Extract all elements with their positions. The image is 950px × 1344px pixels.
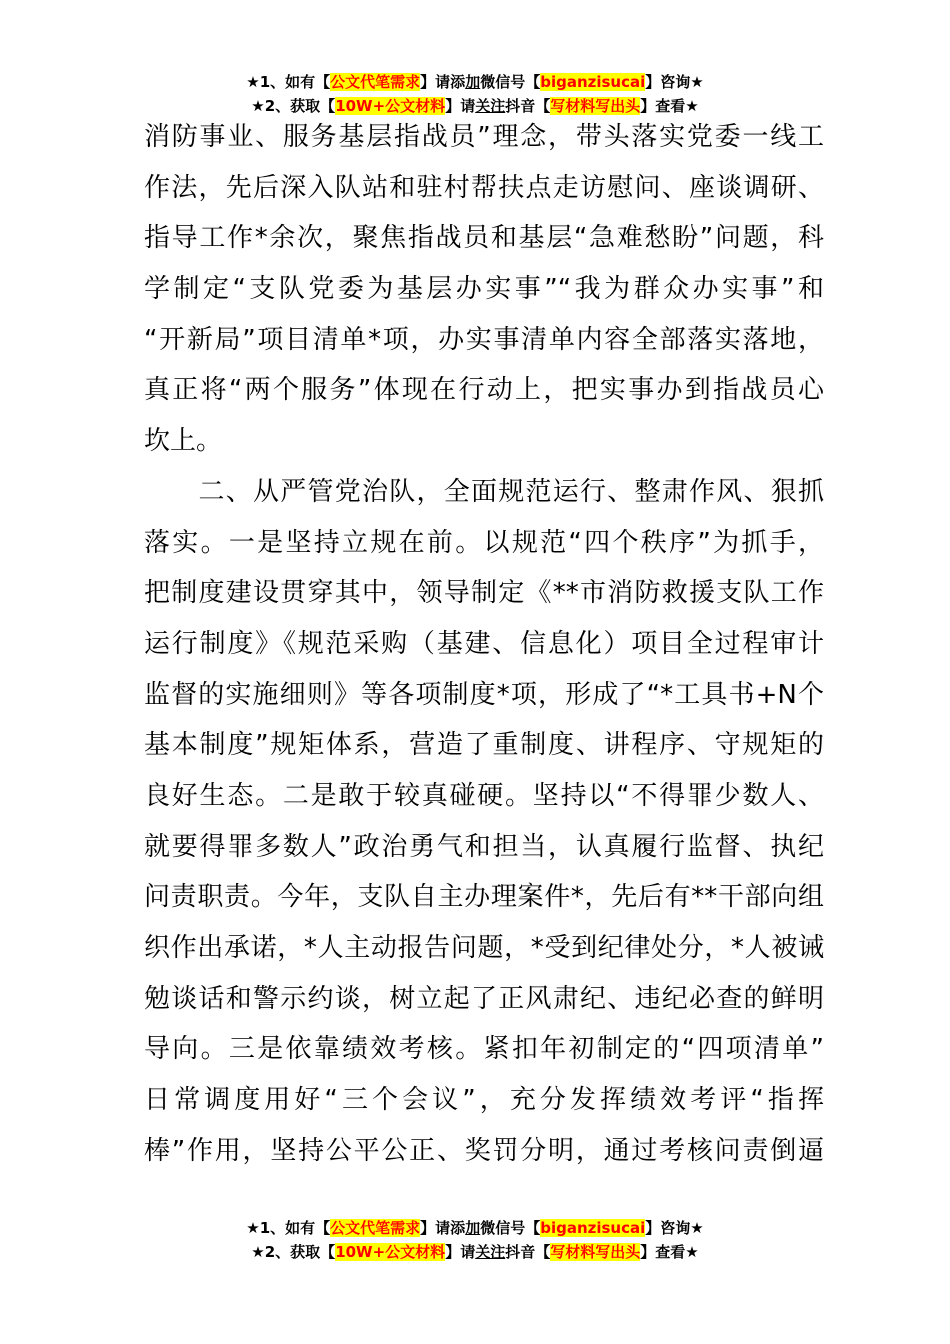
douyin-account-highlight: 写材料写出头 — [550, 97, 641, 115]
footer-line-2-part-4: 】查看★ — [640, 1243, 699, 1261]
body-line: “开新局”项目清单*项，办实事清单内容全部落实落地， — [144, 324, 824, 355]
body-line: 监督的实施细则》等各项制度*项，形成了“*工具书+N个 — [144, 679, 824, 710]
body-line: 把制度建设贯穿其中，领导制定《**市消防救援支队工作 — [144, 578, 824, 609]
body-line: 二、从严管党治队，全面规范运行、整肃作风、狠抓 — [144, 476, 824, 507]
add-underlined: 加 — [465, 73, 481, 91]
footer-line-2 — [0, 1240, 950, 1264]
header-line-1-part-3: 微信号【 — [480, 73, 541, 91]
wechat-id-highlight: biganzisucai — [540, 73, 646, 91]
footer-line-1-part-2: 】请添 — [420, 1219, 466, 1237]
body-line: 就要得罪多数人”政治勇气和担当，认真履行监督、执纪 — [144, 831, 824, 862]
body-line: 良好生态。二是敢于较真碰硬。坚持以“不得罪少数人、 — [144, 780, 824, 811]
service-highlight: 公文代笔需求 — [330, 73, 421, 91]
header-line-2-part-1: ★2、获取【 — [251, 97, 336, 115]
body-line: 问责职责。今年，支队自主办理案件*，先后有**干部向组 — [144, 882, 824, 913]
header-line-2-part-2: 】请 — [445, 97, 476, 115]
body-line: 消防事业、服务基层指战员”理念，带头落实党委一线工 — [144, 122, 824, 152]
footer-line-1-part-4: 】咨询★ — [645, 1219, 704, 1237]
footer-line-1-part-1: ★1、如有【 — [246, 1219, 331, 1237]
body-line: 基本制度”规矩体系，营造了重制度、讲程序、守规矩的 — [144, 730, 824, 761]
materials-highlight: 10W+公文材料 — [335, 1243, 446, 1261]
header-banner — [0, 70, 950, 118]
body-line: 棒”作用，坚持公平公正、奖罚分明，通过考核问责倒逼 — [144, 1135, 824, 1166]
service-highlight: 公文代笔需求 — [330, 1219, 421, 1237]
follow-underlined: 关注 — [475, 1243, 506, 1261]
follow-underlined: 关注 — [475, 97, 506, 115]
add-underlined: 加 — [465, 1219, 481, 1237]
body-line: 学制定“支队党委为基层办实事”“我为群众办实事”和 — [144, 274, 824, 305]
footer-banner — [0, 1216, 950, 1264]
wechat-id-highlight: biganzisucai — [540, 1219, 646, 1237]
footer-line-2-part-1: ★2、获取【 — [251, 1243, 336, 1261]
body-line: 真正将“两个服务”体现在行动上，把实事办到指战员心 — [144, 375, 824, 406]
body-line: 落实。一是坚持立规在前。以规范“四个秩序”为抓手， — [144, 527, 824, 558]
body-line: 织作出承诺，*人主动报告问题，*受到纪律处分，*人被诫 — [144, 933, 824, 963]
header-line-1-part-2: 】请添 — [420, 73, 466, 91]
header-line-2-part-3: 抖音【 — [505, 97, 551, 115]
body-line: 坎上。 — [144, 426, 223, 457]
header-line-2-part-4: 】查看★ — [640, 97, 699, 115]
materials-highlight: 10W+公文材料 — [335, 97, 446, 115]
document-body — [144, 112, 824, 1176]
footer-line-1-part-3: 微信号【 — [480, 1219, 541, 1237]
body-line: 日常调度用好“三个会议”，充分发挥绩效考评“指挥 — [144, 1085, 824, 1116]
header-line-1-part-1: ★1、如有【 — [246, 73, 331, 91]
header-line-1 — [0, 70, 950, 94]
body-line: 运行制度》《规范采购（基建、信息化）项目全过程审计 — [144, 628, 824, 659]
footer-line-2-part-2: 】请 — [445, 1243, 476, 1261]
body-line: 作法，先后深入队站和驻村帮扶点走访慰问、座谈调研、 — [144, 172, 824, 203]
body-line: 勉谈话和警示约谈，树立起了正风肃纪、违纪必查的鲜明 — [144, 983, 824, 1014]
body-line: 指导工作*余次，聚焦指战员和基层“急难愁盼”问题，科 — [144, 223, 824, 254]
douyin-account-highlight: 写材料写出头 — [550, 1243, 641, 1261]
footer-line-1 — [0, 1216, 950, 1240]
body-line: 导向。三是依靠绩效考核。紧扣年初制定的“四项清单” — [144, 1034, 824, 1065]
header-line-1-part-4: 】咨询★ — [645, 73, 704, 91]
footer-line-2-part-3: 抖音【 — [505, 1243, 551, 1261]
